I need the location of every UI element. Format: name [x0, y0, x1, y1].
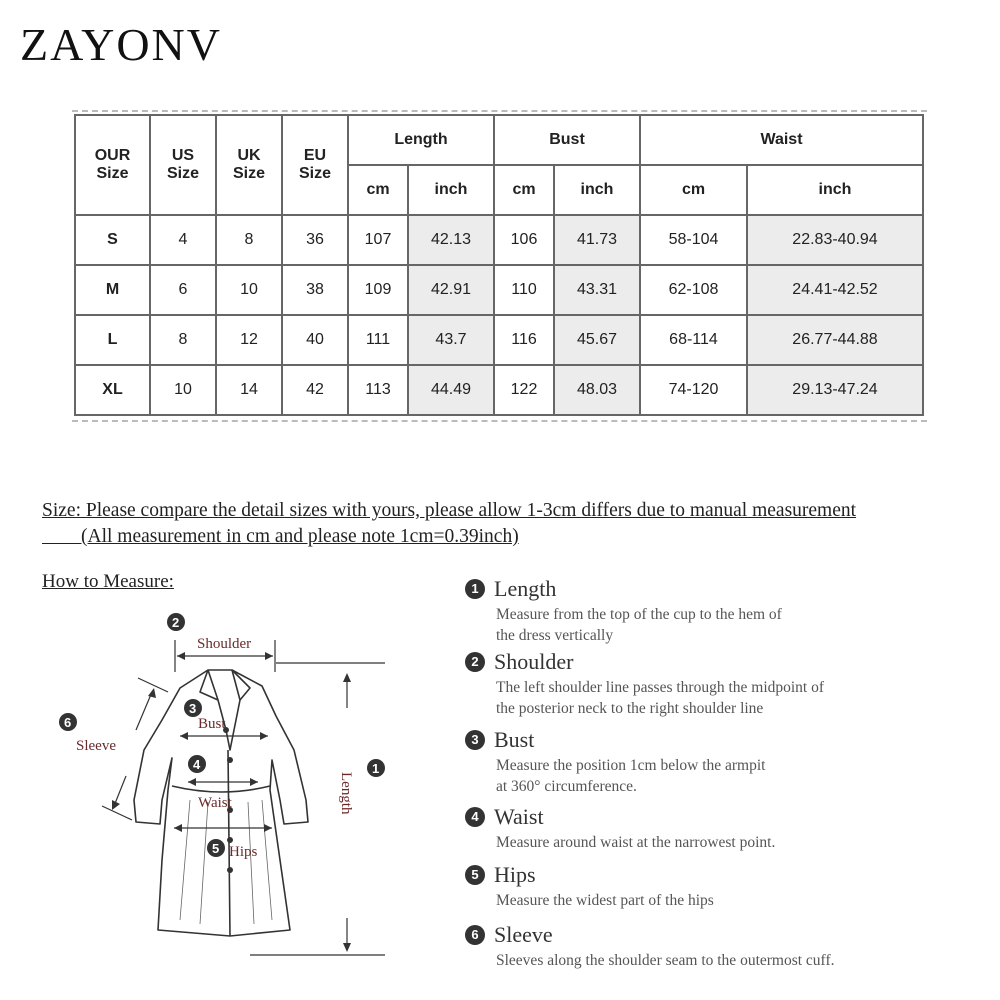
header-our-size: OUR Size: [75, 115, 150, 215]
cell-bust-inch: 41.73: [554, 215, 640, 265]
cell-size: XL: [75, 365, 150, 415]
header-uk-size: UK Size: [216, 115, 282, 215]
how-to-measure-heading: How to Measure:: [42, 571, 174, 592]
cell-waist-inch: 24.41-42.52: [747, 265, 923, 315]
cell-size: L: [75, 315, 150, 365]
cell-bust-cm: 110: [494, 265, 554, 315]
step-desc: Measure the widest part of the hips: [496, 892, 714, 909]
table-row: [75, 265, 923, 315]
size-chart: [72, 110, 927, 422]
header-waist-cm: cm: [640, 165, 747, 215]
cell-length-cm: 107: [348, 215, 408, 265]
cell-us: 10: [150, 365, 216, 415]
cell-eu: 40: [282, 315, 348, 365]
step-title: Hips: [494, 862, 536, 887]
size-table: [74, 114, 924, 416]
cell-waist-cm: 58-104: [640, 215, 747, 265]
cell-waist-inch: 22.83-40.94: [747, 215, 923, 265]
header-waist: Waist: [640, 115, 923, 165]
cell-length-inch: 42.91: [408, 265, 494, 315]
cell-length-cm: 111: [348, 315, 408, 365]
sleeve-guide-bottom: [102, 806, 132, 820]
cell-us: 8: [150, 315, 216, 365]
cell-waist-cm: 62-108: [640, 265, 747, 315]
header-us-size: US Size: [150, 115, 216, 215]
header-bust-cm: cm: [494, 165, 554, 215]
cell-waist-cm: 68-114: [640, 315, 747, 365]
step-desc: Measure the position 1cm below the armpit at 360° circumference.: [496, 757, 766, 795]
cell-bust-cm: 122: [494, 365, 554, 415]
cell-eu: 38: [282, 265, 348, 315]
cell-length-inch: 42.13: [408, 215, 494, 265]
cell-bust-inch: 45.67: [554, 315, 640, 365]
step-desc: Measure around waist at the narrowest point.: [496, 834, 776, 851]
step-desc: Sleeves along the shoulder seam to the outermost cuff.: [496, 952, 835, 969]
cell-bust-inch: 48.03: [554, 365, 640, 415]
cell-uk: 12: [216, 315, 282, 365]
badge-5: 5: [212, 841, 220, 856]
header-bust: Bust: [494, 115, 640, 165]
dress-folds: [180, 800, 272, 924]
cell-us: 6: [150, 265, 216, 315]
step-number: 5: [465, 865, 485, 885]
cell-size: M: [75, 265, 150, 315]
step-number: 4: [465, 807, 485, 827]
header-length-cm: cm: [348, 165, 408, 215]
cell-bust-cm: 106: [494, 215, 554, 265]
cell-length-inch: 43.7: [408, 315, 494, 365]
sleeve-arrow-top: [136, 692, 152, 730]
step-title: Shoulder: [494, 649, 574, 674]
cell-length-cm: 113: [348, 365, 408, 415]
cell-length-cm: 109: [348, 265, 408, 315]
badge-6: 6: [64, 715, 72, 730]
cell-eu: 42: [282, 365, 348, 415]
brand-logo: ZAYONV: [20, 19, 222, 70]
cell-bust-cm: 116: [494, 315, 554, 365]
cell-eu: 36: [282, 215, 348, 265]
cell-waist-inch: 26.77-44.88: [747, 315, 923, 365]
dress-lapel: [208, 670, 240, 750]
step-number: 3: [465, 730, 485, 750]
size-note: Size: Please compare the detail sizes with yours, please allow 1-3cm differs due to manual measurement: [42, 500, 857, 521]
step-number: 1: [465, 579, 485, 599]
header-length-inch: inch: [408, 165, 494, 215]
badge-3: 3: [189, 701, 197, 716]
cell-uk: 14: [216, 365, 282, 415]
header-eu-size: EU Size: [282, 115, 348, 215]
diagram-label-length: Length: [338, 772, 354, 815]
step-number: 6: [465, 925, 485, 945]
step-title: Bust: [494, 727, 535, 752]
step-title: Length: [494, 576, 557, 601]
measurement-note: (All measurement in cm and please note 1cm=0.39inch): [42, 526, 519, 547]
cell-us: 4: [150, 215, 216, 265]
header-length: Length: [348, 115, 494, 165]
step-title: Sleeve: [494, 922, 553, 947]
table-row: [75, 365, 923, 415]
step-desc: Measure from the top of the cup to the hem of the dress vertically: [496, 606, 782, 644]
header-waist-inch: inch: [747, 165, 923, 215]
cell-uk: 8: [216, 215, 282, 265]
badge-2: 2: [172, 615, 180, 630]
cell-uk: 10: [216, 265, 282, 315]
step-desc: The left shoulder line passes through the midpoint of the posterior neck to the right shoulder line: [496, 679, 825, 717]
table-row: [75, 315, 923, 365]
table-row: [75, 215, 923, 265]
dress-center-line: [228, 750, 230, 936]
cell-waist-inch: 29.13-47.24: [747, 365, 923, 415]
step-number: 2: [465, 652, 485, 672]
dress-waistline: [172, 786, 270, 792]
dress-measure-diagram: [40, 600, 440, 970]
diagram-label-hips: Hips: [229, 844, 258, 860]
badge-1: 1: [372, 761, 380, 776]
badge-4: 4: [193, 757, 201, 772]
step-title: Waist: [494, 804, 544, 829]
sleeve-arrow-bottom: [114, 776, 126, 806]
header-bust-inch: inch: [554, 165, 640, 215]
diagram-label-shoulder: Shoulder: [197, 636, 252, 652]
cell-size: S: [75, 215, 150, 265]
diagram-label-waist: Waist: [198, 795, 232, 811]
cell-waist-cm: 74-120: [640, 365, 747, 415]
cell-length-inch: 44.49: [408, 365, 494, 415]
cell-bust-inch: 43.31: [554, 265, 640, 315]
diagram-label-sleeve: Sleeve: [76, 738, 116, 754]
diagram-label-bust: Bust: [198, 716, 226, 732]
